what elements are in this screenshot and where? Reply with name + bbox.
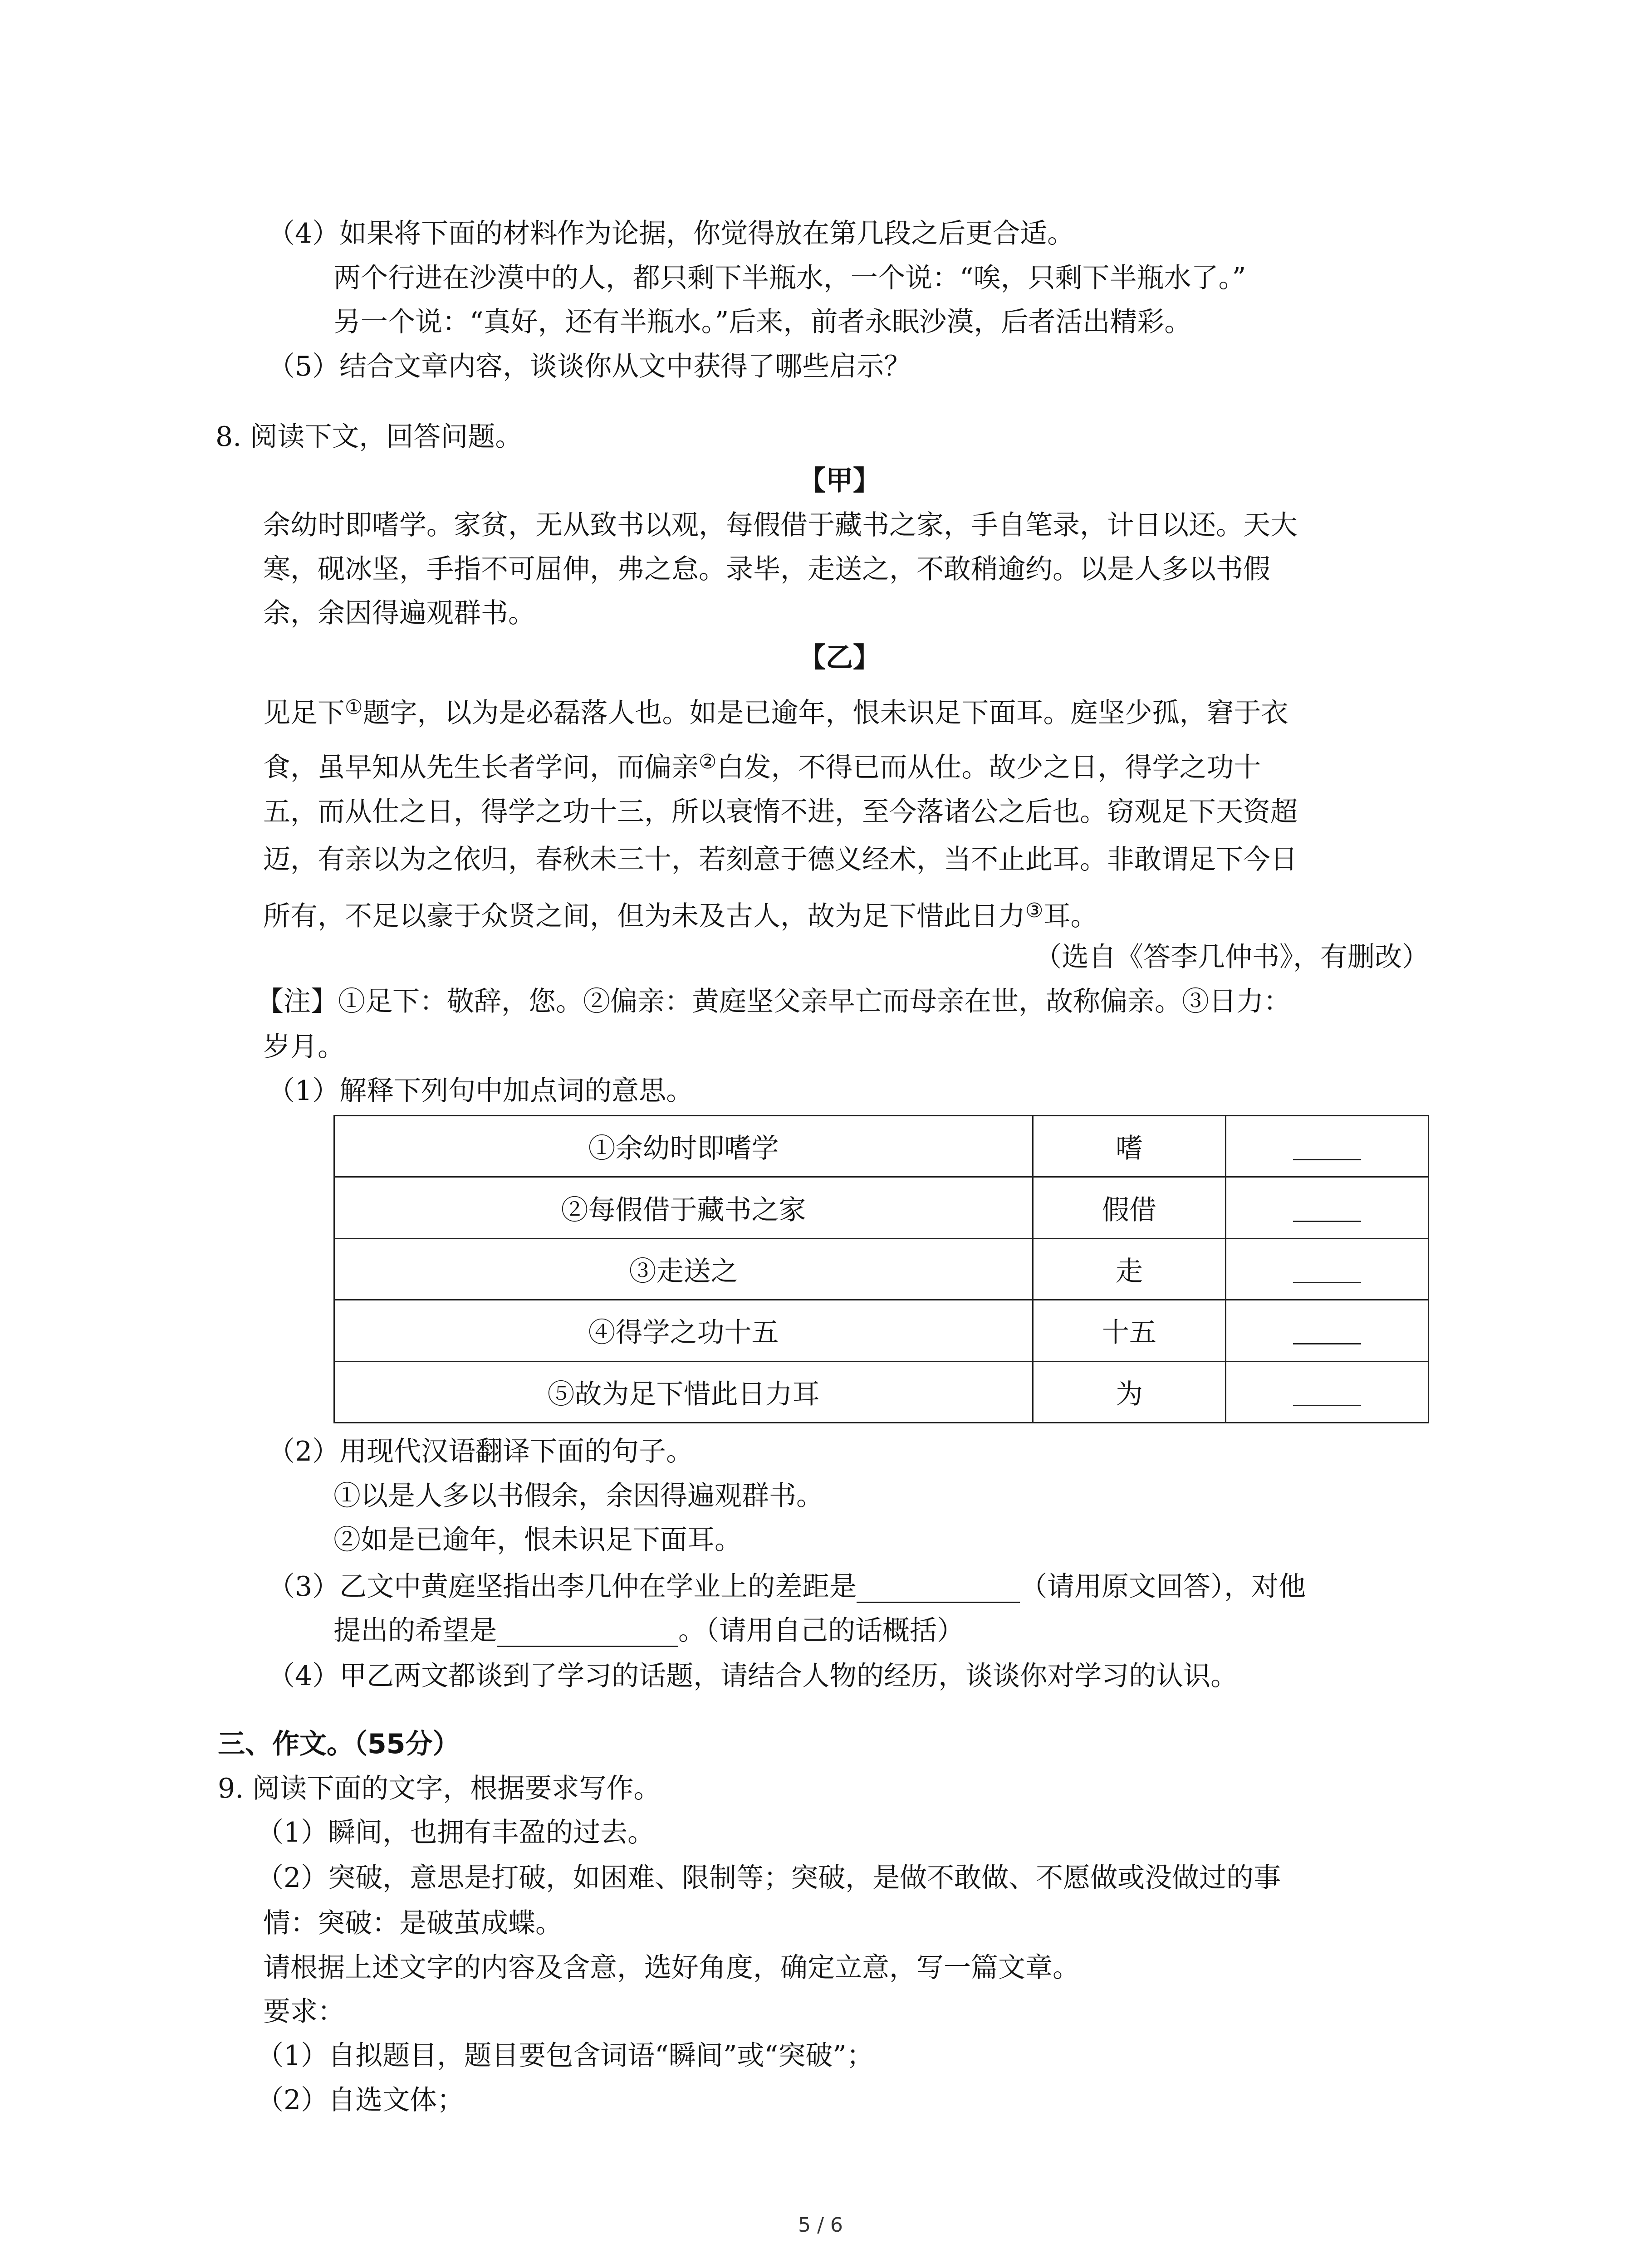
table-cell-word: 走 xyxy=(1033,1238,1226,1300)
q8-sub4: （4）甲乙两文都谈到了学习的话题，请结合人物的经历，谈谈你对学习的认识。 xyxy=(268,1660,1238,1692)
table-cell-sentence: ④得学之功十五 xyxy=(334,1300,1033,1361)
table-cell-sentence: ②每假借于藏书之家 xyxy=(334,1177,1033,1238)
answer-blank-cell[interactable] xyxy=(1226,1361,1429,1422)
note-marker-3: ③ xyxy=(1025,899,1043,922)
q9-requirement-1: （1）自拟题目，题目要包含词语“瞬间”或“突破”； xyxy=(256,2040,874,2072)
table-cell-word: 嗜 xyxy=(1033,1116,1226,1177)
passage-yi-line-1 xyxy=(263,689,1288,731)
q9-item2-line1: （2）突破，意思是打破，如困难、限制等；突破，是做不敢做、不愿做或没做过的事 xyxy=(256,1862,1281,1894)
table-row xyxy=(334,1300,1429,1361)
vocab-table xyxy=(333,1115,1429,1423)
yi-line1-part-a: 见足下 xyxy=(263,697,345,729)
table-cell-word: 十五 xyxy=(1033,1300,1226,1361)
answer-blank[interactable] xyxy=(1293,1198,1361,1222)
passage-jia-line-3: 余，余因得遍观群书。 xyxy=(263,597,535,629)
answer-blank[interactable] xyxy=(1293,1382,1361,1406)
table-row xyxy=(334,1116,1429,1177)
q9-item2-line2: 情：突破：是破茧成蝶。 xyxy=(263,1907,563,1939)
answer-blank-cell[interactable] xyxy=(1226,1116,1429,1177)
passage-jia-line-1: 余幼时即嗜学。家贫，无从致书以观，每假借于藏书之家，手自笔录，计日以还。天大 xyxy=(263,509,1298,541)
note-marker-1: ① xyxy=(345,696,363,719)
q7-sub5: （5）结合文章内容，谈谈你从文中获得了哪些启示？ xyxy=(268,351,911,382)
yi-line5-part-b: 耳。 xyxy=(1043,900,1098,932)
notes-line-2: 岁月。 xyxy=(263,1031,345,1063)
yi-line1-part-b: 题字，以为是必磊落人也。如是已逾年，恨未识足下面耳。庭坚少孤，窘于衣 xyxy=(362,697,1288,729)
q7-sub4-quote-line1: 两个行进在沙漠中的人，都只剩下半瓶水，一个说：“唉，只剩下半瓶水了。” xyxy=(333,262,1246,294)
q8-sub3-part-a: （3）乙文中黄庭坚指出李几仲在学业上的差距是 xyxy=(268,1571,857,1603)
q9-instruction: 请根据上述文字的内容及含意，选好角度，确定立意，写一篇文章。 xyxy=(263,1952,1080,1984)
answer-blank-gap[interactable] xyxy=(857,1574,1020,1603)
table-row xyxy=(334,1361,1429,1422)
answer-blank-cell[interactable] xyxy=(1226,1177,1429,1238)
answer-blank-hope[interactable] xyxy=(497,1618,678,1647)
q8-heading: 8. 阅读下文，回答问题。 xyxy=(216,421,523,453)
passage-jia-title: 【甲】 xyxy=(798,465,880,497)
q8-sub1: （1）解释下列句中加点词的意思。 xyxy=(268,1075,694,1107)
table-cell-word: 为 xyxy=(1033,1361,1226,1422)
passage-yi-line-3: 五，而从仕之日，得学之功十三，所以衰惰不进，至今落诸公之后也。窃观足下天资超 xyxy=(263,796,1298,828)
yi-line2-part-a: 食，虽早知从先生长者学问，而偏亲 xyxy=(263,752,699,783)
q8-sub2: （2）用现代汉语翻译下面的句子。 xyxy=(268,1436,694,1467)
answer-blank-cell[interactable] xyxy=(1226,1300,1429,1361)
q9-heading: 9. 阅读下面的文字，根据要求写作。 xyxy=(218,1773,661,1804)
table-cell-sentence: ③走送之 xyxy=(334,1238,1033,1300)
q9-requirement-2: （2）自选文体； xyxy=(256,2084,465,2116)
section3-heading: 三、作文。（55分） xyxy=(218,1728,460,1760)
table-cell-sentence: ⑤故为足下惜此日力耳 xyxy=(334,1361,1033,1422)
table-cell-sentence: ①余幼时即嗜学 xyxy=(334,1116,1033,1177)
passage-yi-line-4: 迈，有亲以为之依归，春秋未三十，若刻意于德义经术，当不止此耳。非敢谓足下今日 xyxy=(263,844,1298,875)
q7-sub4-quote-line2: 另一个说：“真好，还有半瓶水。”后来，前者永眠沙漠，后者活出精彩。 xyxy=(333,306,1192,338)
q8-sub3-part-c: 提出的希望是 xyxy=(333,1615,497,1647)
q9-requirements-label: 要求： xyxy=(263,1996,345,2028)
answer-blank[interactable] xyxy=(1293,1136,1361,1160)
page-number: 5 / 6 xyxy=(798,2214,843,2237)
q8-sub3-line2 xyxy=(333,1613,964,1649)
notes-line-1: 【注】①足下：敬辞，您。②偏亲：黄庭坚父亲早亡而母亲在世，故称偏亲。③日力： xyxy=(256,986,1291,1017)
table-cell-word: 假借 xyxy=(1033,1177,1226,1238)
yi-line5-part-a: 所有，不足以豪于众贤之间，但为未及古人，故为足下惜此日力 xyxy=(263,900,1025,932)
passage-yi-title: 【乙】 xyxy=(798,642,880,674)
q9-item1: （1）瞬间，也拥有丰盈的过去。 xyxy=(256,1817,655,1848)
q8-sub3-part-b: （请用原文回答），对他 xyxy=(1020,1571,1306,1603)
passage-yi-line-5 xyxy=(263,893,1097,934)
answer-blank-cell[interactable] xyxy=(1226,1238,1429,1300)
q8-sub2-item1: ①以是人多以书假余，余因得遍观群书。 xyxy=(333,1480,823,1512)
passage-yi-line-2 xyxy=(263,744,1261,786)
answer-blank[interactable] xyxy=(1293,1320,1361,1344)
table-row xyxy=(334,1238,1429,1300)
q8-sub3-line1 xyxy=(268,1569,1306,1605)
q8-sub3-part-d: 。（请用自己的话概括） xyxy=(678,1615,964,1647)
passage-source: （选自《答李几仲书》，有删改） xyxy=(1034,941,1429,973)
yi-line2-part-b: 白发，不得已而从仕。故少之日，得学之功十 xyxy=(716,752,1261,783)
q7-sub4: （4）如果将下面的材料作为论据，你觉得放在第几段之后更合适。 xyxy=(268,218,1075,249)
table-row xyxy=(334,1177,1429,1238)
answer-blank[interactable] xyxy=(1293,1259,1361,1283)
q8-sub2-item2: ②如是已逾年，恨未识足下面耳。 xyxy=(333,1524,742,1556)
passage-jia-line-2: 寒，砚冰坚，手指不可屈伸，弗之怠。录毕，走送之，不敢稍逾约。以是人多以书假 xyxy=(263,553,1270,585)
note-marker-2: ② xyxy=(699,750,717,773)
